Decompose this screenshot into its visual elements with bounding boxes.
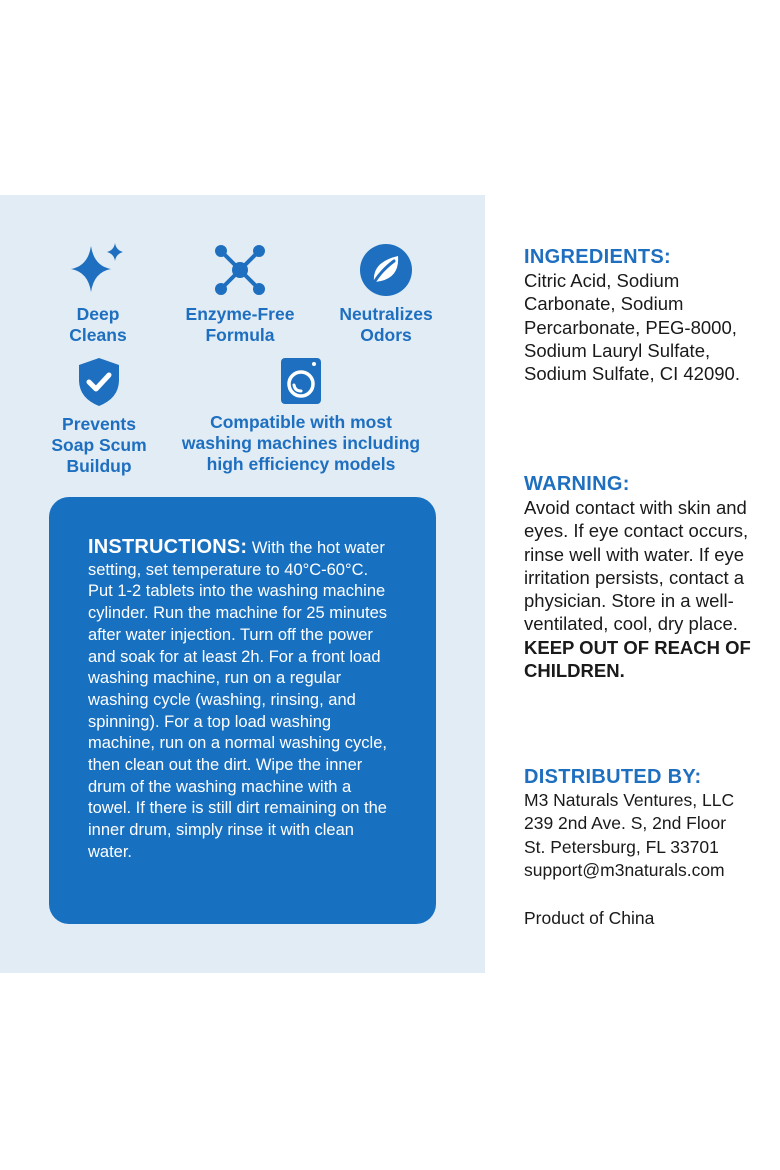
distributor-name: M3 Naturals Ventures, LLC xyxy=(524,790,735,810)
sparkle-icon xyxy=(67,242,129,298)
instructions-box xyxy=(49,497,436,924)
ingredients-section xyxy=(524,245,760,385)
feature-label: Neutralizes Odors xyxy=(339,304,433,345)
feature-label: Deep Cleans xyxy=(69,304,127,345)
ingredients-heading: INGREDIENTS: xyxy=(524,246,671,268)
distributor-address: 239 2nd Ave. S, 2nd Floor xyxy=(524,813,727,834)
product-origin: Product of China xyxy=(524,908,655,929)
shield-check-icon xyxy=(75,356,123,408)
warning-body: Avoid contact with skin and eyes. If eye contact occurs, rinse well with water. If eye irritation persists, contact a physician. Store in a well-ventilated, cool, dry place. xyxy=(524,497,749,635)
distributor-section xyxy=(524,765,760,930)
instructions-body: With the hot water setting, set temperature to 40°C-60°C. Put 1-2 tablets into the washing machine cylinder. Run the machine for 25 minutes after water injection. Turn off the power and soak for at least 2h. For a front load washing machine, run on a regular washing cycle (washing, rinsing, and spinning). For a top load washing machine, run on a normal washing cycle, then clean out the dirt. Wipe the inner drum of the washing machine with a towel. If there is still dirt remaining on the inner drum, simply rinse it with clean water. xyxy=(88,539,387,861)
washing-machine-icon xyxy=(279,356,323,406)
feature-prevents-soap-scum xyxy=(44,356,154,477)
distributor-email: support@m3naturals.com xyxy=(524,859,725,880)
feature-neutralizes-odors xyxy=(332,242,440,346)
feature-label: Prevents Soap Scum Buildup xyxy=(51,414,147,476)
warning-emphasis: KEEP OUT OF REACH OF CHILDREN. xyxy=(524,636,751,682)
feature-deep-cleans xyxy=(48,242,148,346)
warning-section xyxy=(524,472,760,682)
distributor-city: St. Petersburg, FL 33701 xyxy=(524,836,719,857)
feature-compatible xyxy=(170,356,432,475)
feature-enzyme-free xyxy=(174,242,306,346)
warning-text xyxy=(524,496,760,682)
feature-label: Compatible with most washing machines including high efficiency models xyxy=(181,412,421,474)
leaf-icon xyxy=(358,242,414,298)
distributor-heading: DISTRIBUTED BY: xyxy=(524,766,702,788)
ingredients-text: Citric Acid, Sodium Carbonate, Sodium Percarbonate, PEG-8000, Sodium Lauryl Sulfate, Sodium Sulfate, CI 42090. xyxy=(524,270,740,385)
warning-heading: WARNING: xyxy=(524,473,630,495)
feature-label: Enzyme-Free Formula xyxy=(185,304,295,345)
molecule-icon xyxy=(212,242,268,298)
instructions-heading: INSTRUCTIONS: xyxy=(88,536,248,558)
instructions-text xyxy=(88,537,388,864)
